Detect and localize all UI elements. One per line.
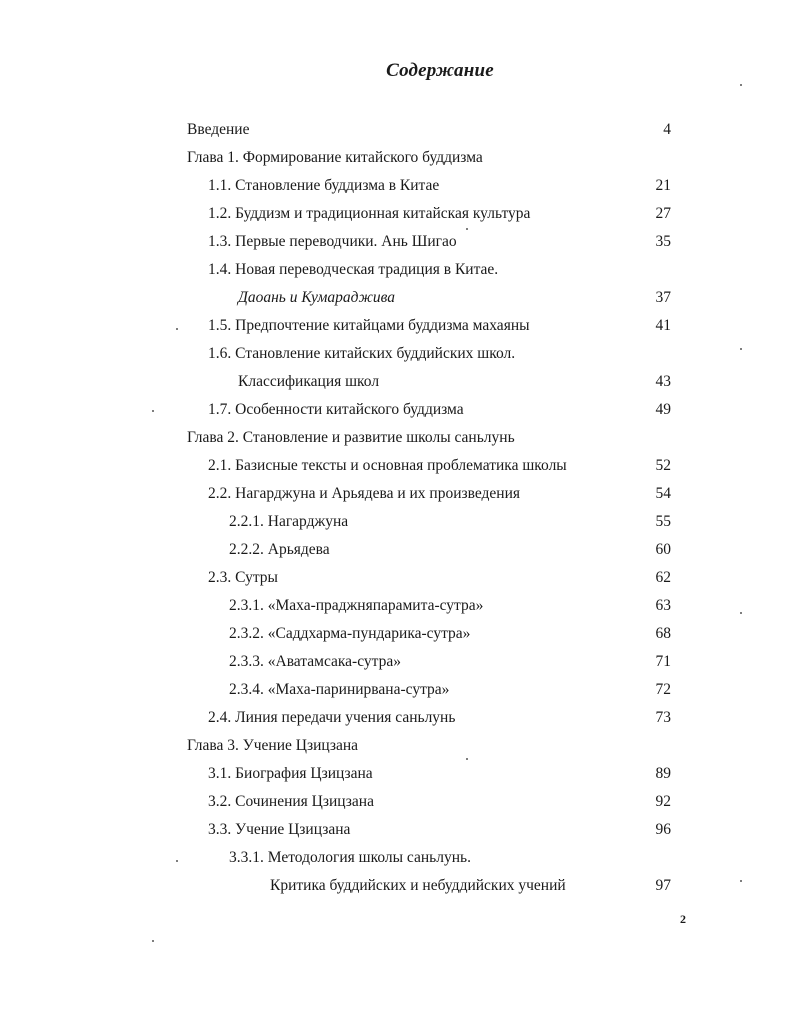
toc-row [0,368,791,396]
toc-row [0,732,791,760]
toc-entry-page: 63 [655,597,671,614]
scan-speck [466,758,468,760]
toc-row [0,256,791,284]
toc-entry-page: 73 [655,709,671,726]
toc-entry-text: 2.3.1. «Маха-праджняпарамита-сутра» [229,597,484,614]
toc-entry-page: 96 [655,821,671,838]
toc-entry-text: 3.3. Учение Цзицзана [208,821,351,838]
scan-speck [740,612,742,614]
toc-entry-page: 27 [655,205,671,222]
toc-entry-page: 43 [655,373,671,390]
scan-speck [740,880,742,882]
toc-entry-text: Классификация школ [238,373,380,390]
page-title: Содержание [386,60,494,81]
toc-entry-text: 2.3.2. «Саддхарма-пундарика-сутра» [229,625,471,642]
toc-entry-text: 2.2.1. Нагарджуна [229,513,349,530]
toc-row [0,424,791,452]
toc-entry-text: 1.4. Новая переводческая традиция в Китае. [208,261,499,278]
scan-speck [176,860,178,862]
toc-row [0,396,791,424]
toc-entry-text: 1.3. Первые переводчики. Ань Шигао [208,233,457,250]
toc-entry-text: 2.1. Базисные тексты и основная проблематика школы [208,457,567,474]
toc-entry-page: 4 [663,121,671,138]
toc-entry-text: 2.4. Линия передачи учения саньлунь [208,709,456,726]
toc-entry-text: Глава 1. Формирование китайского буддизма [187,149,483,166]
scan-speck [740,348,742,350]
toc-entry-text: Даоань и Кумараджива [238,289,395,306]
toc-entry-text: 2.3.3. «Аватамсака-сутра» [229,653,401,670]
toc-entry-page: 35 [655,233,671,250]
scan-speck [740,84,742,86]
toc-row [0,592,791,620]
toc-row [0,620,791,648]
toc-row [0,536,791,564]
toc-entry-text: 1.7. Особенности китайского буддизма [208,401,464,418]
toc-entry-page: 71 [655,653,671,670]
scan-speck [176,328,178,330]
toc-entry-page: 55 [655,513,671,530]
toc-entry-text: Глава 2. Становление и развитие школы саньлунь [187,429,515,446]
toc-row [0,452,791,480]
toc-row [0,872,791,900]
scan-speck [466,228,468,230]
toc-entry-page: 41 [655,317,671,334]
toc-entry-text: 2.2.2. Арьядева [229,541,330,558]
toc-entry-page: 92 [655,793,671,810]
toc-row [0,144,791,172]
toc-row [0,116,791,144]
toc-entry-text: 3.2. Сочинения Цзицзана [208,793,374,810]
toc-row [0,508,791,536]
toc-row [0,312,791,340]
toc-entry-page: 89 [655,765,671,782]
toc-entry-page: 54 [655,485,671,502]
page-number: 2 [680,912,686,926]
toc-entry-page: 60 [655,541,671,558]
toc-entry-page: 37 [655,289,671,306]
toc-entry-text: 2.2. Нагарджуна и Арьядева и их произведения [208,485,521,502]
toc-row [0,704,791,732]
toc-entry-text: Критика буддийских и небуддийских учений [270,877,566,894]
toc-entry-text: 2.3. Сутры [208,569,278,586]
toc-entry-text: 3.1. Биография Цзицзана [208,765,373,782]
table-of-contents [0,116,791,900]
toc-entry-text: 3.3.1. Методология школы саньлунь. [229,849,471,866]
toc-entry-text: 1.5. Предпочтение китайцами буддизма махаяны [208,317,530,334]
toc-row [0,228,791,256]
toc-row [0,340,791,368]
scan-speck [152,410,154,412]
scan-speck [152,940,154,942]
toc-entry-page: 68 [655,625,671,642]
toc-row [0,676,791,704]
toc-row [0,844,791,872]
toc-entry-page: 49 [655,401,671,418]
toc-row [0,788,791,816]
toc-row [0,200,791,228]
toc-entry-text: Введение [187,121,250,138]
toc-entry-text: Глава 3. Учение Цзицзана [187,737,359,754]
toc-entry-page: 62 [655,569,671,586]
toc-row [0,816,791,844]
toc-row [0,564,791,592]
toc-row [0,284,791,312]
toc-entry-text: 2.3.4. «Маха-паринирвана-сутра» [229,681,450,698]
toc-row [0,760,791,788]
toc-entry-page: 52 [655,457,671,474]
toc-row [0,480,791,508]
toc-entry-text: 1.2. Буддизм и традиционная китайская культура [208,205,531,222]
toc-entry-page: 72 [655,681,671,698]
toc-entry-text: 1.1. Становление буддизма в Китае [208,177,440,194]
toc-row [0,648,791,676]
toc-entry-page: 97 [655,877,671,894]
toc-entry-text: 1.6. Становление китайских буддийских школ. [208,345,516,362]
toc-entry-page: 21 [655,177,671,194]
toc-row [0,172,791,200]
